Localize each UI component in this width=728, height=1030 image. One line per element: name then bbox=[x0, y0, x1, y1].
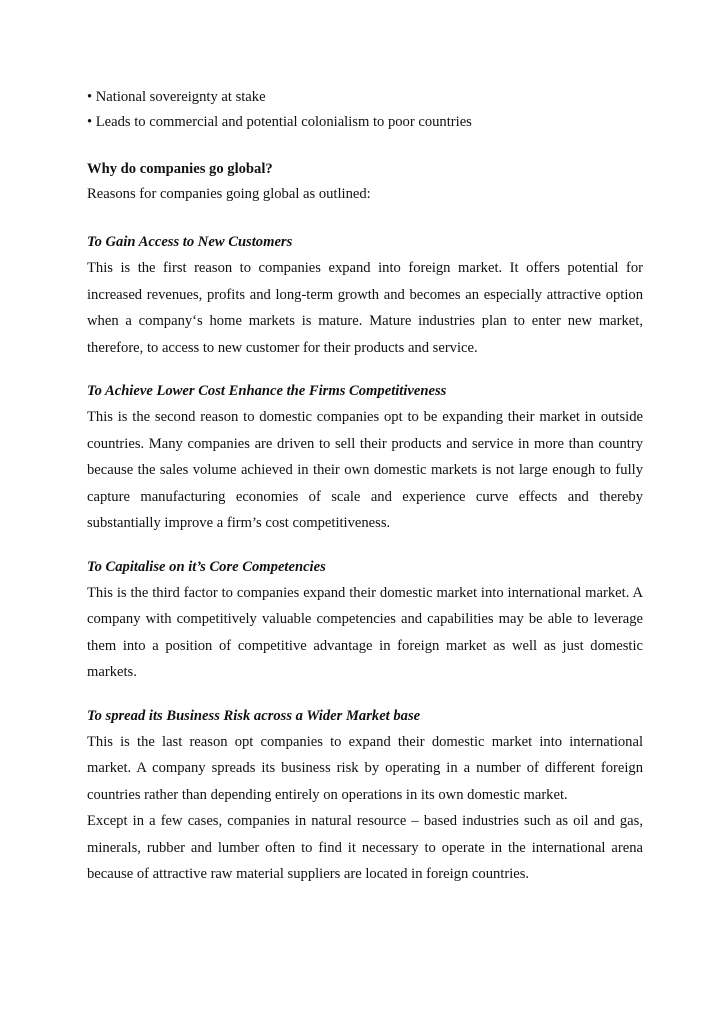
section-paragraph: Except in a few cases, companies in natural resource – based industries such as oil and gas, minerals, rubber and lumber often to find it necessary to operate in the international arena because of attractive raw material suppliers are located in foreign countries. bbox=[87, 813, 643, 882]
document-page bbox=[87, 86, 643, 888]
bullet-item: • Leads to commercial and potential colonialism to poor countries bbox=[87, 114, 472, 130]
section-heading: To Achieve Lower Cost Enhance the Firms Competitiveness bbox=[87, 383, 447, 399]
section-heading: Why do companies go global? bbox=[87, 161, 273, 177]
section-paragraph: This is the second reason to domestic companies opt to be expanding their market in outside countries. Many companies are driven to sell their products and service in more than country because the sales volume achieved in their own domestic markets is not large enough to fully capture manufacturing economies of scale and experience curve effects and thereby substantially improve a firm’s cost competitiveness. bbox=[87, 409, 643, 531]
section-heading: To spread its Business Risk across a Wider Market base bbox=[87, 707, 421, 724]
intro-text: Reasons for companies going global as outlined: bbox=[87, 186, 371, 202]
section-paragraph: This is the last reason opt companies to expand their domestic market into international market. A company spreads its business risk by operating in a number of different foreign countries rather than depending entirely on operations in its own domestic market. bbox=[87, 733, 643, 803]
bullet-item: • National sovereignty at stake bbox=[87, 89, 266, 105]
section-paragraph: This is the third factor to companies expand their domestic market into international market. A company with competitively valuable competencies and capabilities may be able to leverage them into a position of competitive advantage in foreign market as well as just domestic markets. bbox=[87, 584, 643, 680]
section-heading: To Gain Access to New Customers bbox=[87, 234, 293, 250]
section-paragraph: This is the first reason to companies expand into foreign market. It offers potential for increased revenues, profits and long-term growth and becomes an especially attractive option when a company‘s home markets is mature. Mature industries plan to enter new market, therefore, to access to new customer for their products and service. bbox=[87, 260, 643, 356]
section-heading: To Capitalise on it’s Core Competencies bbox=[87, 558, 326, 575]
